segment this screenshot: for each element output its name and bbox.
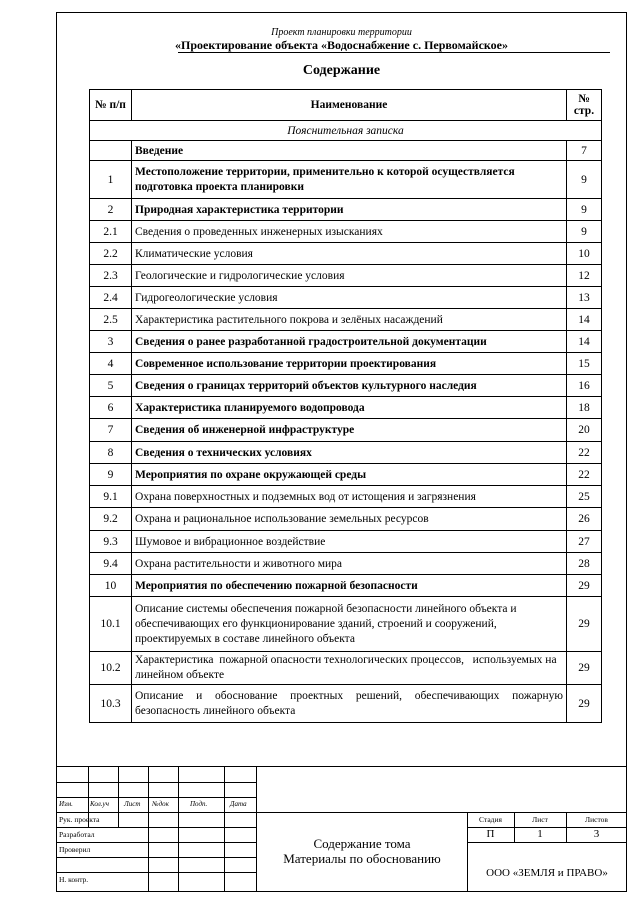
role-norm: Н. контр.: [59, 875, 89, 884]
volume-title: [257, 836, 467, 866]
row-title: Гидрогеологические условия: [132, 287, 567, 309]
sheet-value: 1: [537, 828, 543, 840]
row-title: Введение: [132, 141, 567, 161]
row-number: 2.3: [90, 265, 132, 287]
table-row: [90, 309, 602, 331]
col-date: Дата: [230, 800, 247, 808]
table-row: [90, 419, 602, 442]
row-title: Характеристика растительного покрова и зелёных насаждений: [132, 309, 567, 331]
contents-table: [89, 89, 602, 723]
row-page: 13: [567, 287, 602, 309]
row-page: 9: [567, 161, 602, 199]
row-page: 26: [567, 508, 602, 531]
row-page: 22: [567, 464, 602, 486]
row-page: 28: [567, 553, 602, 575]
row-title: Современное использование территории проектирования: [132, 353, 567, 375]
row-number: 2: [90, 199, 132, 221]
row-title: Охрана растительности и животного мира: [132, 553, 567, 575]
row-page: 9: [567, 199, 602, 221]
row-title: Мероприятия по обеспечению пожарной безопасности: [132, 575, 567, 597]
row-number: 8: [90, 442, 132, 464]
row-title: Охрана поверхностных и подземных вод от истощения и загрязнения: [132, 486, 567, 508]
sheets-label: Листов: [585, 815, 608, 824]
row-number: 9.3: [90, 531, 132, 553]
row-page: 25: [567, 486, 602, 508]
row-page: 29: [567, 597, 602, 652]
row-page: 10: [567, 243, 602, 265]
section-title: Пояснительная записка: [90, 121, 602, 141]
table-row: [90, 685, 602, 723]
table-row: [90, 375, 602, 397]
table-row: [90, 161, 602, 199]
col-sign: Подп.: [190, 800, 208, 808]
row-number: 2.4: [90, 287, 132, 309]
row-title: Сведения о ранее разработанной градостроительной документации: [132, 331, 567, 353]
table-row: [90, 553, 602, 575]
role-check: Проверил: [59, 845, 91, 854]
row-title: Характеристика планируемого водопровода: [132, 397, 567, 419]
table-row: [90, 486, 602, 508]
row-number: 9: [90, 464, 132, 486]
table-row: [90, 442, 602, 464]
table-row: [90, 508, 602, 531]
table-row: [90, 531, 602, 553]
row-title: Охрана и рациональное использование земельных ресурсов: [132, 508, 567, 531]
table-row: [90, 141, 602, 161]
row-title: Характеристика пожарной опасности технологических процессов, используемых на линейном объекте: [132, 652, 567, 685]
col-izm: Изм.: [59, 800, 73, 808]
table-header-row: [90, 90, 602, 121]
section-row: [90, 121, 602, 141]
row-number: 10: [90, 575, 132, 597]
row-title: Шумовое и вибрационное воздействие: [132, 531, 567, 553]
row-title: Описание системы обеспечения пожарной безопасности линейного объекта и обеспечивающих его функционирование зданий, строений и сооружений, проектируемых в составе линейного объекта: [132, 597, 567, 652]
row-page: 29: [567, 685, 602, 723]
row-page: 27: [567, 531, 602, 553]
role-dev: Разработал: [59, 830, 95, 839]
sheet-label: Лист: [532, 815, 548, 824]
row-title: Сведения о технических условиях: [132, 442, 567, 464]
table-row: [90, 597, 602, 652]
row-number: 9.2: [90, 508, 132, 531]
row-number: 3: [90, 331, 132, 353]
row-number: 9.1: [90, 486, 132, 508]
stage-label: Стадия: [479, 815, 502, 824]
row-page: 12: [567, 265, 602, 287]
row-title: Местоположение территории, применительно к которой осуществляется подготовка проекта планировки: [132, 161, 567, 199]
row-page: 15: [567, 353, 602, 375]
table-row: [90, 265, 602, 287]
header-underline: [178, 52, 610, 53]
header-page: № стр.: [567, 90, 602, 121]
row-page: 18: [567, 397, 602, 419]
sheets-value: 3: [593, 828, 600, 840]
row-number: 5: [90, 375, 132, 397]
col-doc: №док: [152, 800, 169, 808]
row-number: 4: [90, 353, 132, 375]
table-row: [90, 652, 602, 685]
row-number: 1: [90, 161, 132, 199]
stage-value: П: [486, 828, 495, 840]
row-page: 9: [567, 221, 602, 243]
row-title: Природная характеристика территории: [132, 199, 567, 221]
row-title: Мероприятия по охране окружающей среды: [132, 464, 567, 486]
volume-title-line1: Содержание тома: [313, 836, 411, 851]
row-title: Сведения о границах территорий объектов культурного наследия: [132, 375, 567, 397]
header-num: № п/п: [90, 90, 132, 121]
title-block: [56, 766, 627, 892]
row-number: 10.1: [90, 597, 132, 652]
object-header: «Проектирование объекта «Водоснабжение с. Первомайское»: [175, 38, 508, 52]
row-page: 20: [567, 419, 602, 442]
table-row: [90, 221, 602, 243]
table-row: [90, 287, 602, 309]
page-title: Содержание: [302, 63, 381, 78]
row-number: 10.3: [90, 685, 132, 723]
col-list: Лист: [124, 800, 141, 808]
organization: ООО «ЗЕМЛЯ и ПРАВО»: [486, 867, 608, 879]
row-number: 7: [90, 419, 132, 442]
row-title: Геологические и гидрологические условия: [132, 265, 567, 287]
table-row: [90, 199, 602, 221]
row-number: [90, 141, 132, 161]
row-page: 14: [567, 331, 602, 353]
row-number: 10.2: [90, 652, 132, 685]
row-page: 7: [567, 141, 602, 161]
table-row: [90, 464, 602, 486]
row-page: 14: [567, 309, 602, 331]
row-number: 2.1: [90, 221, 132, 243]
table-row: [90, 575, 602, 597]
table-row: [90, 243, 602, 265]
row-number: 6: [90, 397, 132, 419]
col-kol: Кол.уч: [90, 800, 109, 808]
row-page: 29: [567, 575, 602, 597]
row-number: 2.2: [90, 243, 132, 265]
row-page: 29: [567, 652, 602, 685]
row-page: 16: [567, 375, 602, 397]
table-row: [90, 397, 602, 419]
volume-title-line2: Материалы по обоснованию: [283, 851, 441, 866]
row-title: Сведения о проведенных инженерных изысканиях: [132, 221, 567, 243]
row-number: 2.5: [90, 309, 132, 331]
row-title: Описание и обоснование проектных решений, обеспечивающих пожарную безопасность линейного объекта: [132, 685, 567, 723]
row-page: 22: [567, 442, 602, 464]
row-title: Сведения об инженерной инфраструктуре: [132, 419, 567, 442]
row-number: 9.4: [90, 553, 132, 575]
role-head: Рук. проекта: [59, 815, 100, 824]
table-row: [90, 331, 602, 353]
table-row: [90, 353, 602, 375]
row-title: Климатические условия: [132, 243, 567, 265]
project-header: Проект планировки территории: [271, 27, 412, 38]
header-name: Наименование: [132, 90, 567, 121]
